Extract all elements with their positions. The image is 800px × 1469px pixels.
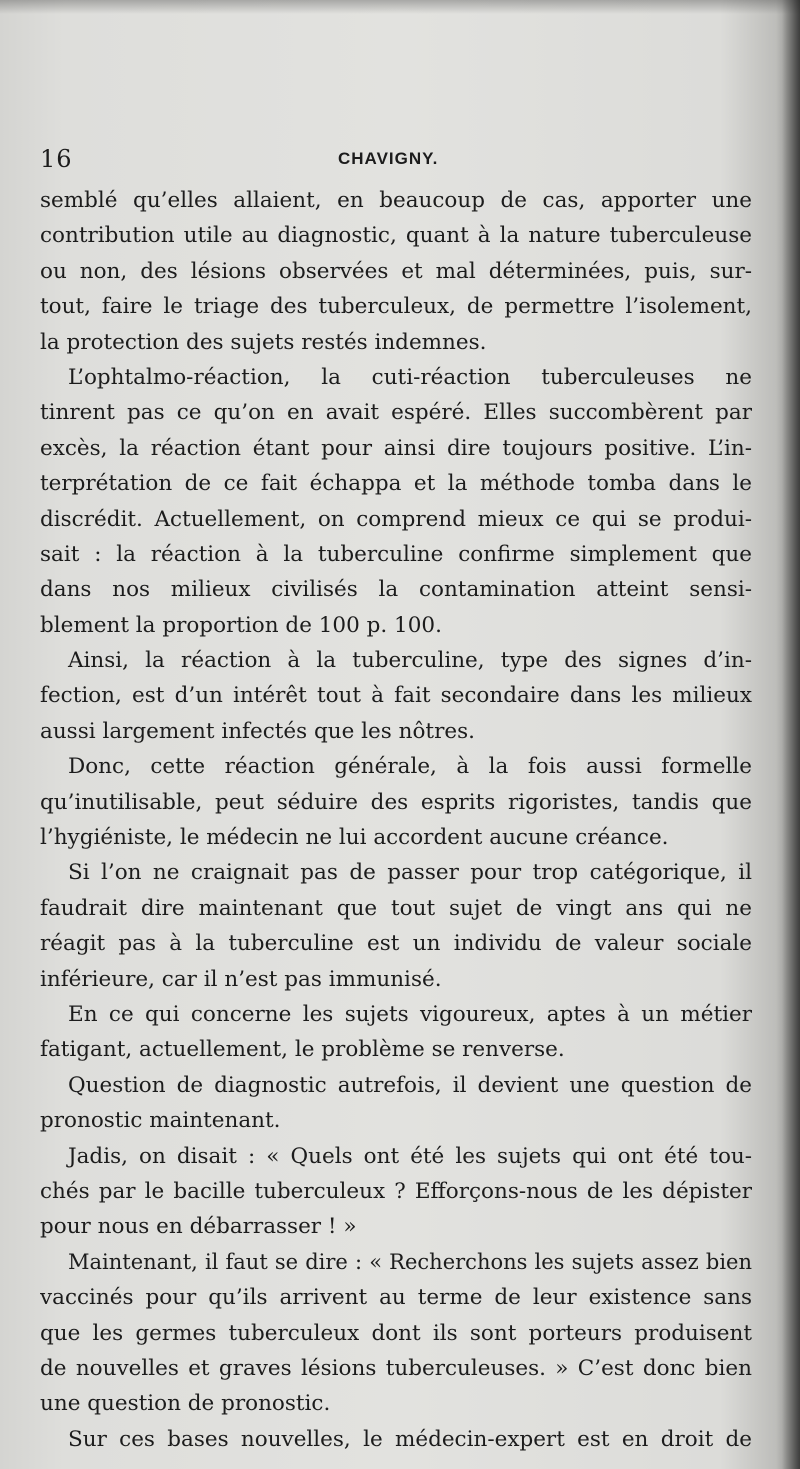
- text-line: [40, 395, 752, 430]
- text-line: [40, 962, 752, 997]
- text-line: [40, 1032, 752, 1067]
- text-line-content: chés par le bacille tuberculeux ? Efforçons-nous de les dépister: [40, 1178, 752, 1204]
- body-text: [40, 183, 752, 1457]
- text-line-content: ou non, des lésions observées et mal déterminées, puis, sur-: [40, 258, 752, 284]
- text-line-content: Maintenant, il faut se dire : « Recherchons les sujets assez bien: [68, 1249, 752, 1274]
- text-line-content: L’ophtalmo-réaction, la cuti-réaction tuberculeuses ne: [68, 364, 752, 390]
- text-line-content: Si l’on ne craignait pas de passer pour trop catégorique, il: [68, 860, 752, 886]
- text-line: [40, 1245, 752, 1280]
- text-line: [40, 785, 752, 820]
- book-gutter-shadow: [782, 0, 800, 1469]
- text-line: [40, 325, 752, 360]
- text-line: [40, 820, 752, 855]
- text-line-content: fection, est d’un intérêt tout à fait secondaire dans les milieux: [40, 683, 752, 709]
- text-line: [40, 643, 752, 678]
- text-line-content: excès, la réaction étant pour ainsi dire toujours positive. L’in-: [40, 435, 752, 461]
- text-line: [40, 431, 752, 466]
- text-line: [40, 1351, 752, 1386]
- text-line: [40, 1068, 752, 1103]
- text-line: [40, 183, 752, 218]
- text-line: [40, 254, 752, 289]
- text-line: [40, 572, 752, 607]
- text-line: [40, 537, 752, 572]
- text-line: [40, 997, 752, 1032]
- page-number: 16: [40, 145, 73, 173]
- text-line-content: Sur ces bases nouvelles, le médecin-expert est en droit de: [68, 1426, 752, 1452]
- text-line: [40, 714, 752, 749]
- text-line: [40, 1139, 752, 1174]
- text-line-content: que les germes tuberculeux dont ils sont porteurs produisent: [40, 1320, 752, 1346]
- text-line-content: Ainsi, la réaction à la tuberculine, type des signes d’in-: [68, 648, 752, 674]
- text-line: [40, 1422, 752, 1457]
- text-line: [40, 1209, 752, 1244]
- text-line-content: vaccinés pour qu’ils arrivent au terme de leur existence sans: [40, 1285, 752, 1311]
- text-line-content: blement la proportion de 100 p. 100.: [40, 612, 442, 638]
- text-line-content: réagit pas à la tuberculine est un individu de valeur sociale: [40, 931, 752, 957]
- text-line: [40, 678, 752, 713]
- text-line: [40, 891, 752, 926]
- text-line: [40, 1386, 752, 1421]
- text-line: [40, 218, 752, 253]
- text-line: [40, 289, 752, 324]
- text-line-content: dans nos milieux civilisés la contamination atteint sensi-: [40, 577, 752, 603]
- text-line-content: discrédit. Actuellement, on comprend mieux ce qui se produi-: [40, 506, 752, 532]
- text-line: [40, 360, 752, 395]
- text-line-content: tout, faire le triage des tuberculeux, de permettre l’isolement,: [40, 294, 752, 320]
- text-line-content: Donc, cette réaction générale, à la fois aussi formelle: [68, 754, 752, 780]
- text-line: [40, 1316, 752, 1351]
- text-line-content: inférieure, car il n’est pas immunisé.: [40, 966, 442, 992]
- text-line-content: terprétation de ce fait échappa et la méthode tomba dans le: [40, 471, 752, 497]
- text-line: [40, 855, 752, 890]
- text-line: [40, 1280, 752, 1315]
- text-line-content: l’hygiéniste, le médecin ne lui accordent aucune créance.: [40, 825, 669, 851]
- text-line-content: tinrent pas ce qu’on en avait espéré. Elles succombèrent par: [40, 400, 752, 426]
- text-line-content: Jadis, on disait : « Quels ont été les sujets qui ont été tou-: [68, 1143, 752, 1169]
- text-line-content: qu’inutilisable, peut séduire des esprits rigoristes, tandis que: [40, 789, 752, 815]
- text-line-content: En ce qui concerne les sujets vigoureux, aptes à un métier: [68, 1001, 752, 1027]
- text-line-content: pronostic maintenant.: [40, 1108, 281, 1134]
- text-line-content: contribution utile au diagnostic, quant à la nature tuberculeuse: [40, 223, 752, 249]
- scan-top-shadow: [0, 0, 800, 14]
- text-line-content: une question de pronostic.: [40, 1391, 331, 1417]
- text-line-content: semblé qu’elles allaient, en beaucoup de cas, apporter une: [40, 188, 752, 213]
- text-line: [40, 926, 752, 961]
- text-line-content: pour nous en débarrasser ! »: [40, 1214, 357, 1240]
- running-head: CHAVIGNY.: [338, 149, 439, 168]
- text-line-content: Question de diagnostic autrefois, il devient une question de: [68, 1072, 752, 1098]
- text-line-content: sait : la réaction à la tuberculine confirme simplement que: [40, 541, 752, 567]
- page-header: [40, 145, 752, 175]
- text-line: [40, 749, 752, 784]
- text-line: [40, 466, 752, 501]
- text-line-content: fatigant, actuellement, le problème se renverse.: [40, 1037, 565, 1063]
- text-line-content: faudrait dire maintenant que tout sujet de vingt ans qui ne: [40, 895, 752, 921]
- text-line-content: aussi largement infectés que les nôtres.: [40, 718, 475, 744]
- text-line: [40, 502, 752, 537]
- text-line: [40, 1174, 752, 1209]
- text-line-content: la protection des sujets restés indemnes.: [40, 329, 487, 355]
- text-line: [40, 608, 752, 643]
- text-line-content: de nouvelles et graves lésions tuberculeuses. » C’est donc bien: [40, 1355, 752, 1381]
- text-line: [40, 1103, 752, 1138]
